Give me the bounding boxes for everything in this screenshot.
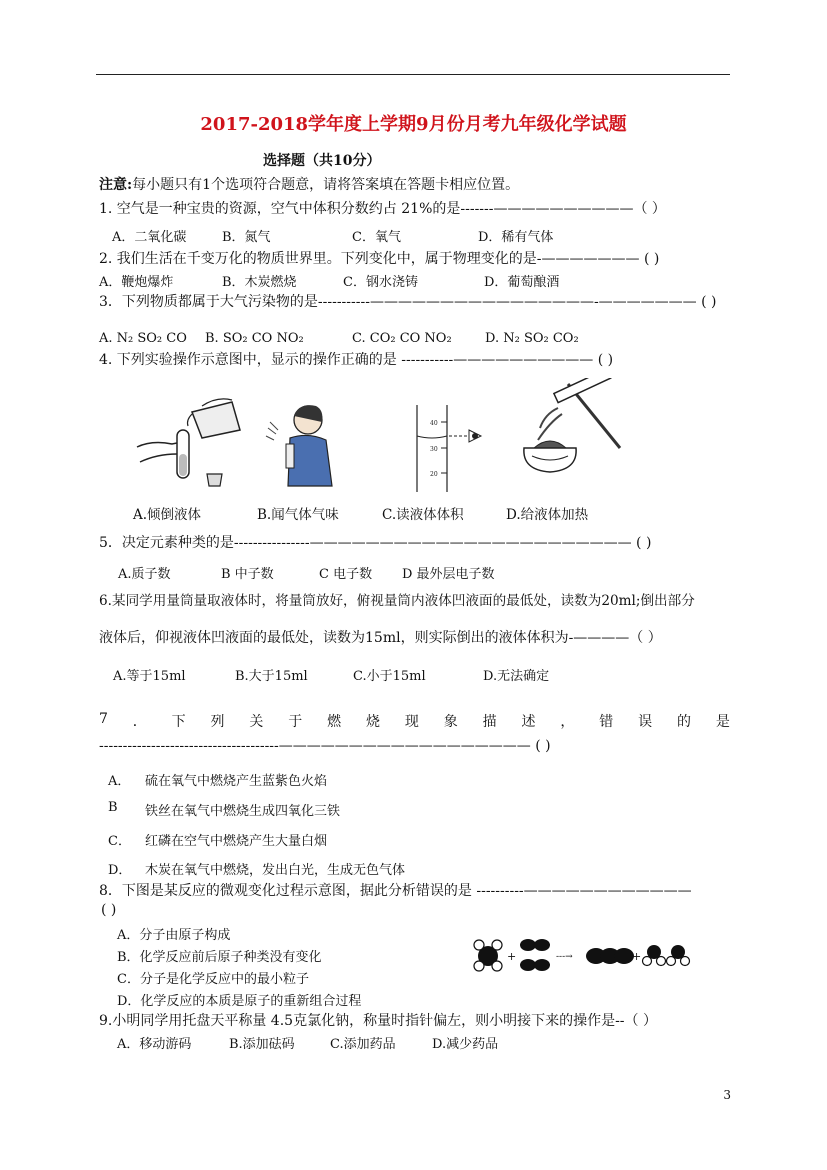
product-molecule-2 <box>643 945 690 966</box>
notice-text: 每小题只有1个选项符合题意，请将答案填在答题卡相应位置。 <box>132 177 520 193</box>
q3-option-d: D. N₂ SO₂ CO₂ <box>485 331 579 346</box>
plus-sign: + <box>632 950 642 963</box>
q9-stem: 9.小明同学用托盘天平称量 4.5克氯化钠，称量时指针偏左，则小明接下来的操作是--（ ） <box>99 1013 657 1029</box>
q8-option-d: D．化学反应的本质是原子的重新组合过程 <box>117 994 362 1009</box>
q1-option-b: B．氮气 <box>222 230 271 245</box>
plus-sign: + <box>507 950 517 963</box>
q5-option-a: A.质子数 <box>118 567 171 582</box>
q5-option-c: C 电子数 <box>319 567 373 582</box>
figure-caption-b: B.闻气体气味 <box>257 507 339 523</box>
q1-option-d: D．稀有气体 <box>478 230 554 245</box>
q6-stem-line1: 6.某同学用量筒量取液体时，将量筒放好，俯视量筒内液体凹液面的最低处，读数为20ml;倒出部分 <box>99 593 695 609</box>
header-rule <box>96 74 730 75</box>
pouring-liquid-figure <box>132 392 242 487</box>
q1-option-a: A．二氧化碳 <box>112 230 187 245</box>
arrow-icon: ---→ <box>556 952 573 962</box>
reactant-molecule-1 <box>474 940 502 971</box>
q6-option-a: A.等于15ml <box>113 669 186 684</box>
q9-option-b: B.添加砝码 <box>229 1037 295 1052</box>
q6-option-c: C.小于15ml <box>353 669 426 684</box>
exam-title: 2017-2018学年度上学期9月份月考九年级化学试题 <box>200 114 627 135</box>
q7-option-d-text: 木炭在氧气中燃烧，发出白光，生成无色气体 <box>145 863 406 878</box>
q8-option-a: A．分子由原子构成 <box>117 928 231 943</box>
q3-option-c: C. CO₂ CO NO₂ <box>352 331 452 346</box>
q8-option-c: C．分子是化学反应中的最小粒子 <box>117 972 309 987</box>
q4-stem: 4. 下列实验操作示意图中，显示的操作正确的是 -----------—————————— ( ) <box>99 352 614 368</box>
q7-option-b-letter: B <box>108 800 118 815</box>
q7-option-d-letter: D． <box>108 863 132 878</box>
q5-option-d: D 最外层电子数 <box>402 567 495 582</box>
tick-label: 30 <box>430 446 438 453</box>
notice <box>99 174 519 194</box>
q1-option-c: C．氧气 <box>352 230 401 245</box>
q7-option-c-letter: C． <box>108 834 131 849</box>
q8-option-b: B．化学反应前后原子种类没有变化 <box>117 950 322 965</box>
q2-stem: 2. 我们生活在千变万化的物质世界里。下列变化中，属于物理变化的是-——————— ( ) <box>99 251 660 267</box>
q3-stem: 3．下列物质都属于大气污染物的是-----------————————————————-——————— ( ) <box>99 294 717 310</box>
q2-option-a: A．鞭炮爆炸 <box>99 275 174 290</box>
q5-option-b: B 中子数 <box>221 567 274 582</box>
q9-option-a: A．移动游码 <box>117 1037 192 1052</box>
tick-label: 20 <box>430 471 438 478</box>
section-heading: 选择题（共10分） <box>263 153 381 169</box>
smelling-gas-figure <box>260 398 340 488</box>
heating-liquid-figure <box>520 378 630 486</box>
q8-answer-paren: ( ) <box>101 902 117 918</box>
reading-volume-figure <box>405 400 500 495</box>
q8-stem: 8．下图是某反应的微观变化过程示意图，据此分析错误的是 ----------———————————— <box>99 883 692 899</box>
page-number: 3 <box>723 1088 731 1102</box>
figure-caption-a: A.倾倒液体 <box>133 507 202 523</box>
figure-caption-c: C.读液体体积 <box>382 507 464 523</box>
reaction-diagram <box>470 934 695 976</box>
q6-option-d: D.无法确定 <box>483 669 550 684</box>
q6-stem-line2: 液体后，仰视液体凹液面的最低处，读数为15ml，则实际倒出的液体体积为-————（ ） <box>99 630 662 646</box>
q6-option-b: B.大于15ml <box>235 669 308 684</box>
notice-label: 注意: <box>99 177 133 193</box>
q9-option-d: D.减少药品 <box>432 1037 499 1052</box>
product-molecule-1 <box>586 948 634 964</box>
tick-label: 40 <box>430 420 438 427</box>
q7-option-b-text: 铁丝在氧气中燃烧生成四氧化三铁 <box>145 804 341 819</box>
q7-option-a-text: 硫在氧气中燃烧产生蓝紫色火焰 <box>145 774 328 789</box>
q2-option-c: C．钢水浇铸 <box>343 275 418 290</box>
q5-stem: 5．决定元素种类的是----------------——————————————————————— ( ) <box>99 535 652 551</box>
q2-option-b: B．木炭燃烧 <box>222 275 297 290</box>
q7-option-c-text: 红磷在空气中燃烧产生大量白烟 <box>145 834 328 849</box>
q7-stem-line2: --------------------------------------—————————————————— ( ) <box>99 738 551 754</box>
q2-option-d: D．葡萄酿酒 <box>484 275 560 290</box>
q3-option-a: A. N₂ SO₂ CO <box>99 331 187 346</box>
q7-stem-line1: 7 ． 下 列 关 于 燃 烧 现 象 描 述 ， 错 误 的 是 <box>99 711 730 730</box>
q1-stem: 1. 空气是一种宝贵的资源，空气中体积分数约占 21%的是-------——————————（ ） <box>99 201 666 217</box>
q9-option-c: C.添加药品 <box>330 1037 396 1052</box>
q3-option-b: B. SO₂ CO NO₂ <box>205 331 304 346</box>
figure-caption-d: D.给液体加热 <box>506 507 589 523</box>
q7-option-a-letter: A． <box>108 774 131 789</box>
reactant-molecule-2 <box>520 939 550 971</box>
